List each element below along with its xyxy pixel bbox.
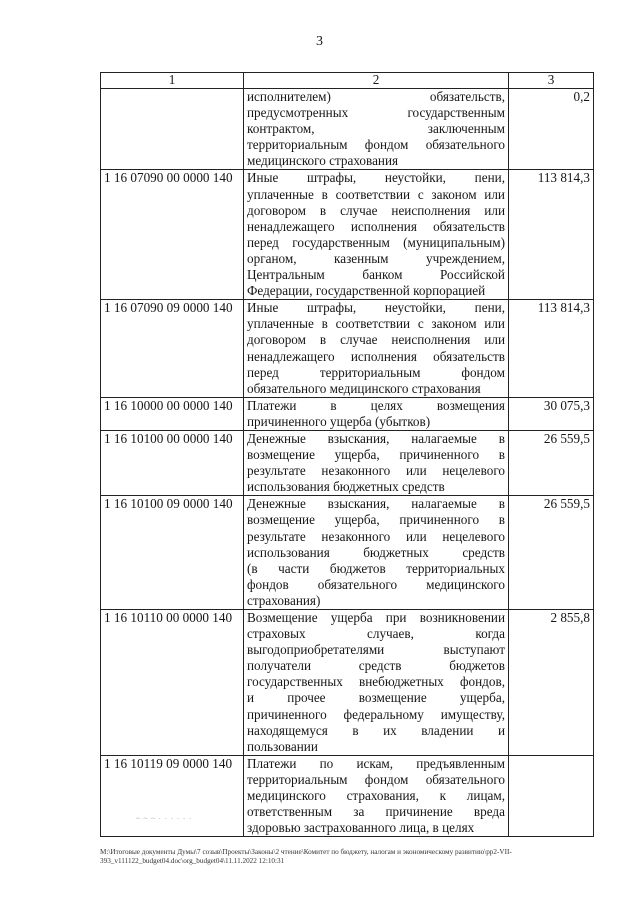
description-line: получатели средств бюджетов	[247, 658, 505, 674]
file-path-footer: M:\Итоговые документы Думы\7 созыв\Проекты\Законы\2 чтение\Комитет по бюджету, налогам и экономическому развитию\рр2-VII-393_v111122_budget04.doc\org_budget04\11.11.2022 12:10:31	[100, 848, 512, 865]
description-line: выгодоприобретателями выступают	[247, 642, 505, 658]
budget-code: 1 16 07090 00 0000 140	[101, 170, 244, 300]
description-line: Платежи по искам, предъявленным	[247, 755, 505, 771]
column-header-3: 3	[509, 73, 594, 89]
description-line: использования бюджетных средств	[247, 544, 505, 560]
description-line: страхования)	[247, 592, 321, 608]
description-line: органом, казенным учреждением,	[247, 250, 505, 266]
budget-description	[244, 430, 509, 495]
description-line: ненадлежащего исполнения обязательств	[247, 348, 505, 364]
budget-table	[100, 72, 594, 837]
table-row	[101, 397, 594, 430]
description-line: контрактом, заключенным	[247, 121, 505, 137]
budget-code: 1 16 10100 00 0000 140	[101, 430, 244, 495]
description-line: Денежные взыскания, налагаемые в	[247, 496, 505, 512]
budget-amount: 26 559,5	[509, 496, 594, 610]
description-line: предусмотренных государственным	[247, 105, 505, 121]
description-line: территориальным фондом обязательного	[247, 771, 505, 787]
budget-code: 1 16 10119 09 0000 140	[101, 755, 244, 836]
table-row	[101, 610, 594, 756]
budget-amount	[509, 755, 594, 836]
description-line: уплаченные в соответствии с законом или	[247, 186, 505, 202]
description-line: и прочее возмещение ущерба,	[247, 690, 505, 706]
page-number: 3	[316, 34, 323, 49]
budget-code: 1 16 10100 09 0000 140	[101, 496, 244, 610]
budget-code: 1 16 10110 00 0000 140	[101, 610, 244, 756]
description-line: Центральным банком Российской	[247, 267, 505, 283]
table-row	[101, 496, 594, 610]
budget-description	[244, 397, 509, 430]
budget-amount: 2 855,8	[509, 610, 594, 756]
description-line: перед территориальным фондом	[247, 364, 505, 380]
description-line: (в части бюджетов территориальных	[247, 560, 505, 576]
description-line: медицинского страхования, к лицам,	[247, 788, 505, 804]
description-line: страховых случаев, когда	[247, 626, 505, 642]
table-row	[101, 89, 594, 170]
description-line: ненадлежащего исполнения обязательств	[247, 218, 505, 234]
table-body	[101, 89, 594, 837]
description-line: использования бюджетных средств	[247, 479, 445, 495]
description-line: результате незаконного или нецелевого	[247, 463, 505, 479]
description-line: договором в случае неисполнения или	[247, 202, 505, 218]
description-line: Иные штрафы, неустойки, пени,	[247, 170, 505, 186]
description-line: уплаченные в соответствии с законом или	[247, 316, 505, 332]
description-line: пользовании	[247, 738, 318, 754]
description-line: причиненного федеральному имуществу,	[247, 706, 505, 722]
description-line: обязательного медицинского страхования	[247, 380, 481, 396]
budget-description	[244, 89, 509, 170]
budget-description	[244, 170, 509, 300]
description-line: Денежные взыскания, налагаемые в	[247, 430, 505, 446]
budget-code: 1 16 10000 00 0000 140	[101, 397, 244, 430]
table-row	[101, 170, 594, 300]
description-line: результате незаконного или нецелевого	[247, 528, 505, 544]
budget-amount: 113 814,3	[509, 170, 594, 300]
description-line: здоровью застрахованного лица, в целях	[247, 820, 475, 836]
description-line: возмещение ущерба, причиненного в	[247, 512, 505, 528]
description-line: медицинского страхования	[247, 153, 399, 169]
budget-code	[101, 89, 244, 170]
budget-code: 1 16 07090 09 0000 140	[101, 300, 244, 398]
budget-amount: 113 814,3	[509, 300, 594, 398]
budget-amount: 26 559,5	[509, 430, 594, 495]
description-line: Иные штрафы, неустойки, пени,	[247, 300, 505, 316]
table-row	[101, 430, 594, 495]
description-line: перед государственным (муниципальным)	[247, 234, 505, 250]
column-header-2: 2	[244, 73, 509, 89]
table-row	[101, 755, 594, 836]
description-line: Платежи в целях возмещения	[247, 397, 505, 413]
description-line: ответственным за причинение вреда	[247, 804, 505, 820]
budget-description	[244, 300, 509, 398]
description-line: исполнителем) обязательств,	[247, 89, 505, 104]
description-line: причиненного ущерба (убытков)	[247, 413, 431, 429]
description-line: находящемуся в их владении и	[247, 722, 505, 738]
description-line: возмещение ущерба, причиненного в	[247, 447, 505, 463]
budget-amount: 0,2	[509, 89, 594, 170]
table-header-row	[101, 73, 594, 89]
budget-description	[244, 610, 509, 756]
budget-description	[244, 496, 509, 610]
column-header-1: 1	[101, 73, 244, 89]
description-line: Федерации, государственной корпорацией	[247, 283, 486, 299]
description-line: договором в случае неисполнения или	[247, 332, 505, 348]
scan-smudge: ~ ~ ~ · · · · · ·	[136, 815, 193, 823]
description-line: Возмещение ущерба при возникновении	[247, 610, 505, 625]
budget-amount: 30 075,3	[509, 397, 594, 430]
table-row	[101, 300, 594, 398]
budget-description	[244, 755, 509, 836]
description-line: территориальным фондом обязательного	[247, 137, 505, 153]
description-line: государственных внебюджетных фондов,	[247, 674, 505, 690]
description-line: фондов обязательного медицинского	[247, 576, 505, 592]
